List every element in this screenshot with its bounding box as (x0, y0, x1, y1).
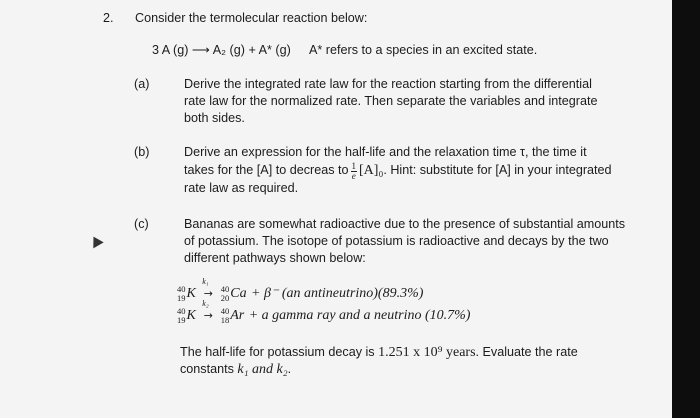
part-c-line-3: different pathways shown below: (184, 251, 366, 265)
part-b-line-3: rate law as required. (184, 181, 299, 195)
k2-symbol: k₂ (276, 362, 288, 377)
decay-arrow-icon: k₁ → (202, 277, 213, 300)
part-b-line-2 (184, 162, 612, 181)
excited-state-note: A* refers to a species in an excited state. (309, 43, 538, 57)
decay-arrow-icon: k₂ → (202, 299, 213, 322)
decay-equation-2: 40 19 K k₂ → 40 18 Ar + a gamma ray and a neutrino (10.7%) (177, 299, 471, 325)
part-a-line-1: Derive the integrated rate law for the reaction starting from the differential (184, 77, 592, 91)
argon-symbol: Ar (230, 308, 245, 323)
part-c-line-2: of potassium. The isotope of potassium is radioactive and decays by the two (184, 234, 609, 248)
part-a-line-2: rate law for the normalized rate. Then separate the variables and integrate (184, 94, 598, 108)
part-b-line-1: Derive an expression for the half-life and the relaxation time τ, the time it (184, 145, 587, 159)
k1-symbol: k₁ (237, 362, 249, 377)
decay-equation-1: 40 19 K k₁ → 40 20 Ca + β⁻ (an antineutrino)(89.3%) (177, 277, 424, 303)
question-prompt: Consider the termolecular reaction below: (135, 11, 368, 25)
part-a-label: (a) (134, 77, 150, 91)
part-c-line-1: Bananas are somewhat radioactive due to the presence of substantial amounts (184, 217, 626, 231)
part-c-label: (c) (134, 217, 149, 231)
rate-constants-line: constants k₁ and k₂. (180, 362, 292, 377)
a-zero-expression: [A]₀ (359, 163, 384, 178)
calcium-symbol: Ca (230, 286, 247, 301)
potassium-symbol: K (186, 286, 196, 301)
mouse-pointer-icon (88, 234, 103, 249)
half-life-value: 1.251 x 10⁹ years (378, 345, 476, 360)
potassium-symbol: K (186, 308, 196, 323)
decay-2-products: + a gamma ray and a neutrino (10.7%) (248, 308, 471, 323)
question-number: 2. (103, 11, 114, 25)
part-b-line-2-text: takes for the [A] to decreas to (184, 163, 349, 177)
reaction-equation: 3 A (g) ⟶ A₂ (g) + A* (g) (152, 43, 291, 57)
one-over-e-fraction: $\frac{1}{e}$ (351, 161, 357, 181)
half-life-line: The half-life for potassium decay is 1.251 x 10⁹ years. Evaluate the rate (180, 345, 578, 360)
decay-1-products: + β⁻ (an antineutrino)(89.3%) (251, 286, 424, 301)
part-b-hint: . Hint: substitute for [A] in your integrated (383, 163, 612, 177)
part-b-label: (b) (134, 145, 150, 159)
part-a-line-3: both sides. (184, 111, 245, 125)
